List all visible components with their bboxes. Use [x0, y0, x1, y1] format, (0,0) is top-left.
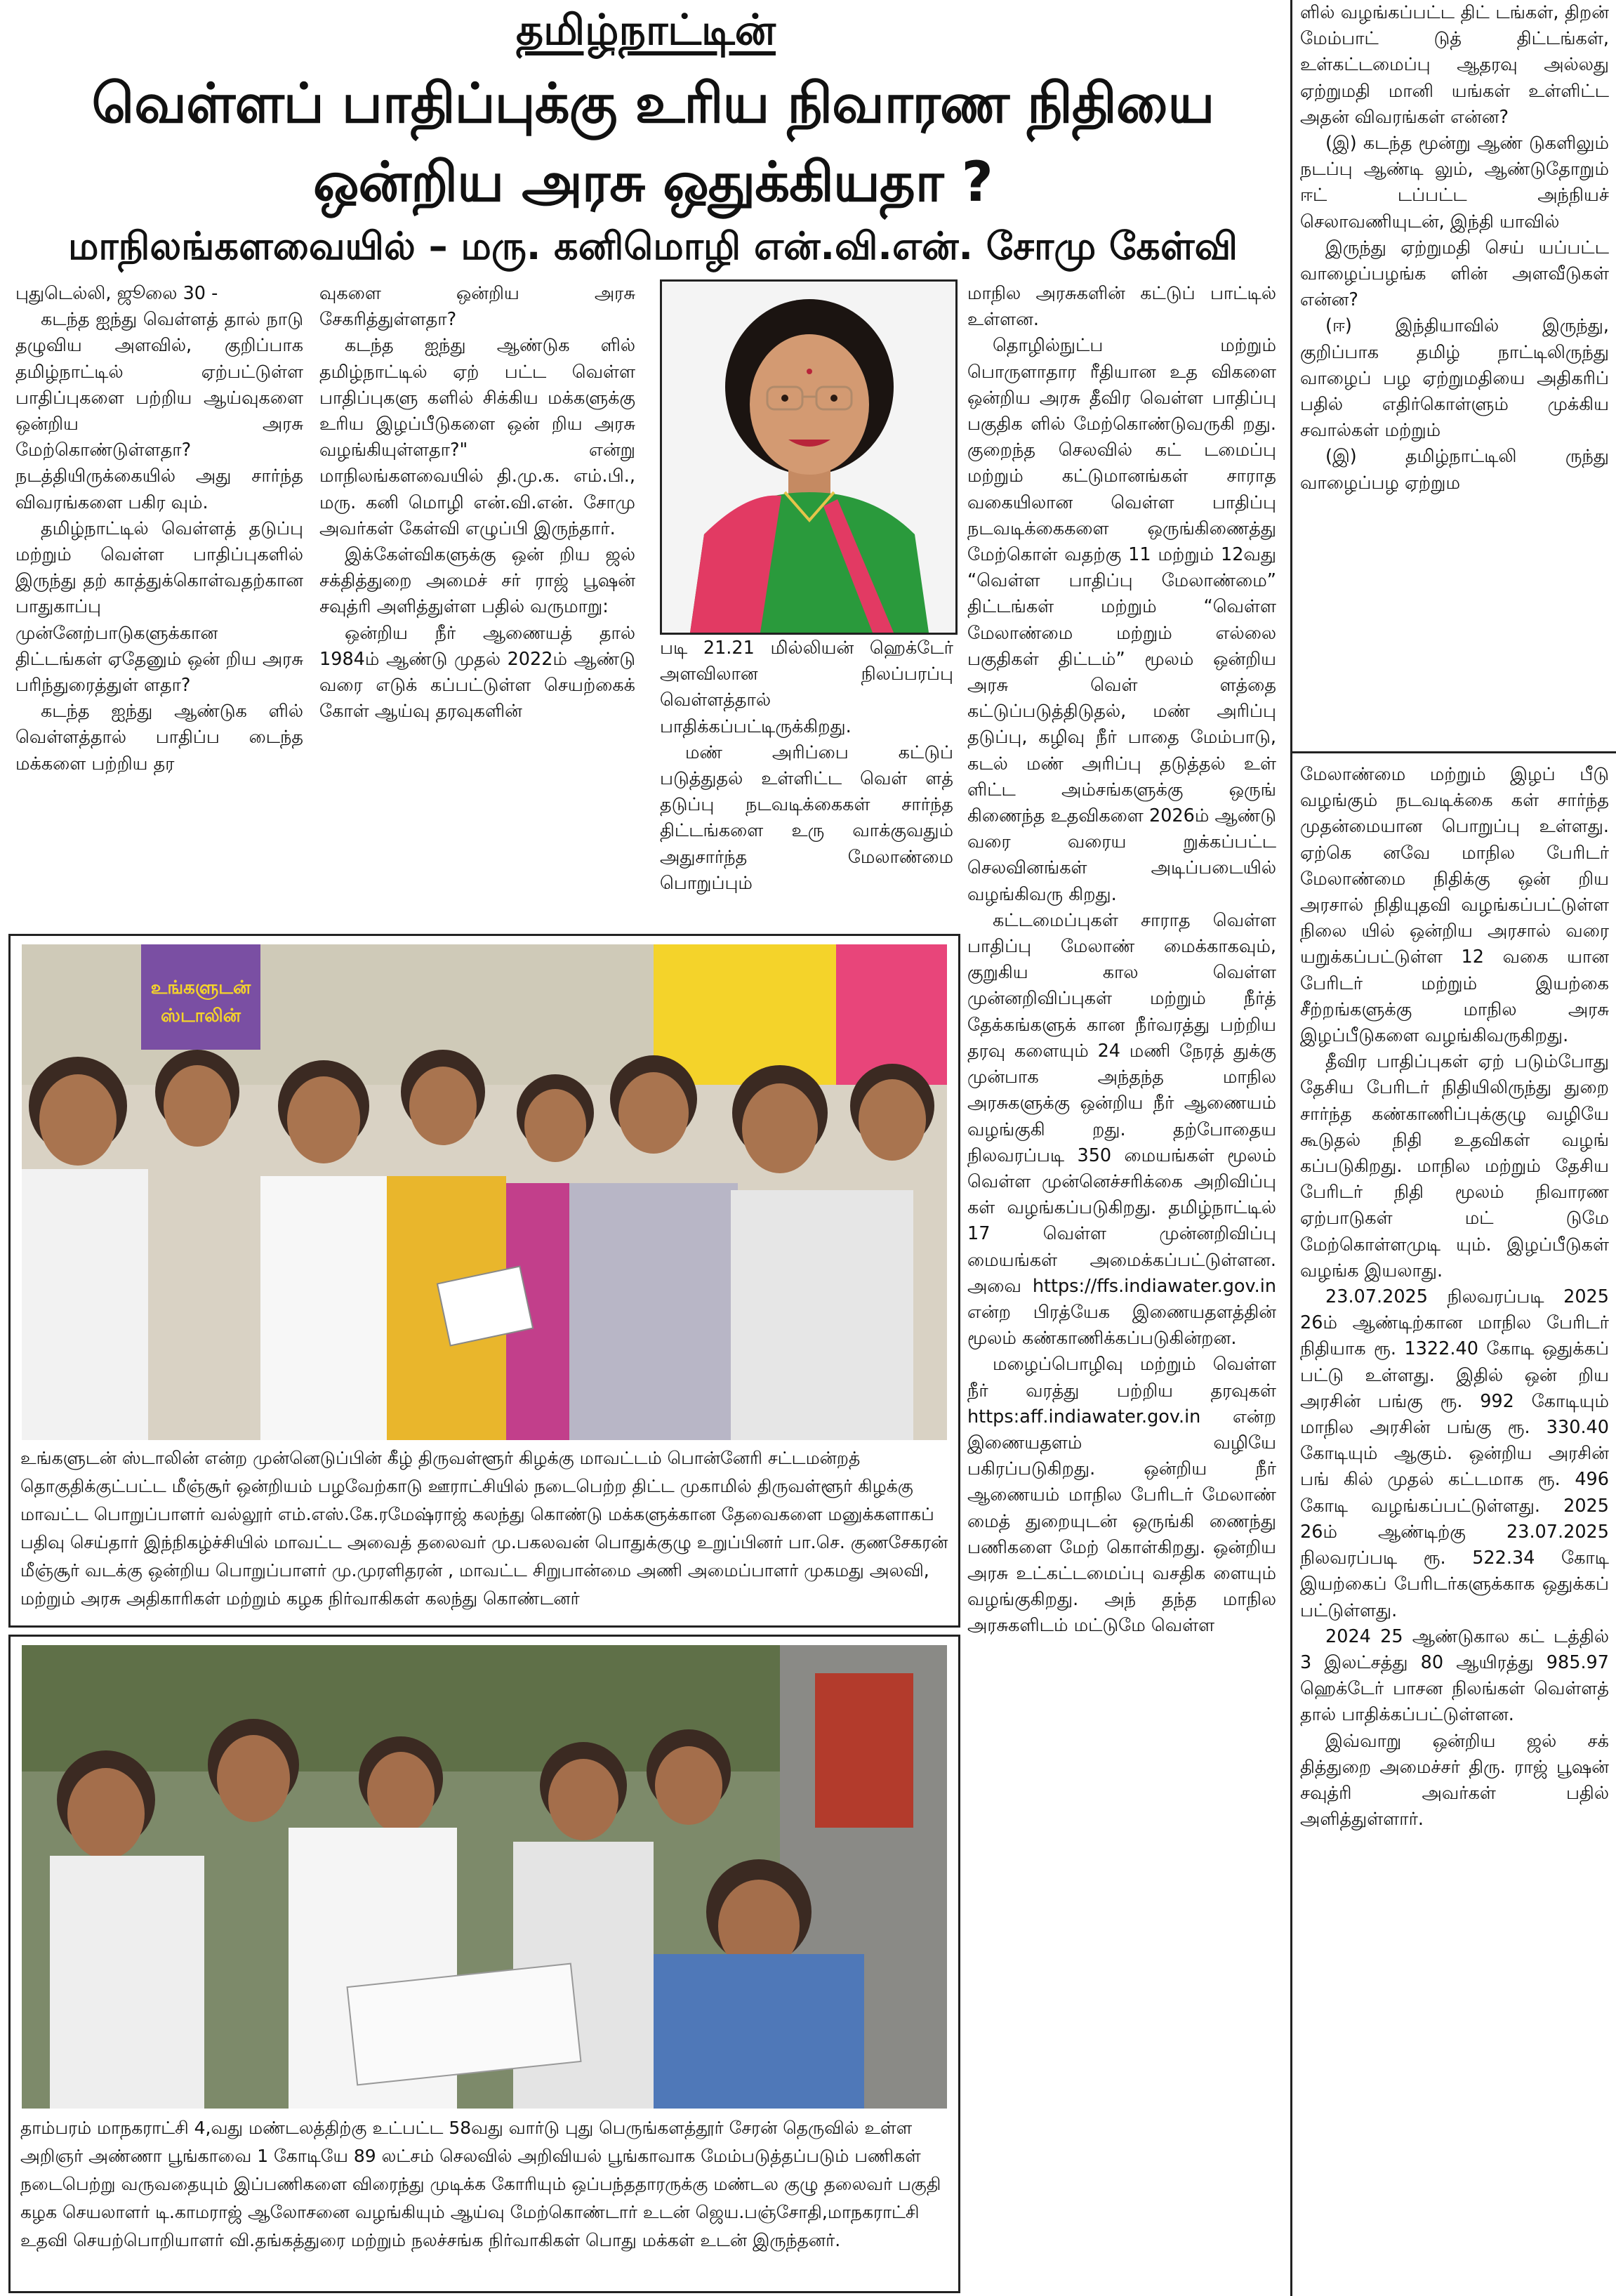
- portrait-photo: [660, 279, 958, 635]
- caption-text: உங்களுடன் ஸ்டாலின் என்ற முன்னெடுப்பின் கீழ் திருவள்ளூர் கிழக்கு மாவட்டம் பொன்னேரி சட்டமன்றத் தொகுதிக்குட்பட்ட மீஞ்சூர் ஒன்றியம் பழவேற்காடு ஊராட்சியில் நடைபெற்ற திட்ட முகாமில் திருவள்ளூர் கிழக்கு மாவட்ட பொறுப்பாளர் வல்லூர் எம்.எஸ்.கே.ரமேஷ்ராஜ் கலந்து கொண்டு மக்களுக்கான தேவைகளை மனுக்களாகப் பதிவு செய்தார் இந்நிகழ்ச்சியில் மாவட்ட அவைத் தலைவர் மு.பகலவன் பொதுக்குழு உறுப்பினர் பா.செ. குணசேகரன் மீஞ்சூர் வடக்கு ஒன்றிய பொறுப்பாளர் மு.முரளிதரன் , மாவட்ட சிறுபான்மை அணி அமைப்பாளர் முகமது அலவி, மற்றும் அரசு அதிகாரிகள் மற்றும் கழக நிர்வாகிகள் கலந்து கொண்டனர்: [20, 1448, 948, 1609]
- inspection-photo: [22, 1645, 947, 2109]
- event-photo-box: [8, 934, 960, 1628]
- dateline: புதுடெல்லி, ஜூலை 30 -: [15, 283, 218, 304]
- paragraph: 23.07.2025 நிலவரப்படி 2025 26ம் ஆண்டிற்கான மாநில பேரிடர் நிதியாக ரூ. 1322.40 கோடி ஒதுக்கப் பட்டு உள்ளது. இதில் ஒன் றிய அரசின் பங்கு ரூ. 992 கோடியும் மாநில அரசின் பங்கு ரூ. 330.40 கோடியும் ஆகும். ஒன்றிய அரசின் பங் கில் முதல் கட்டமாக ரூ. 496 கோடி வழங்கப்பட்டுள்ளது. 2025 26ம் ஆண்டிற்கு 23.07.2025 நிலவரப்படி ரூ. 522.34 கோடி இயற்கைப் பேரிடர்களுக்காக ஒதுக்கப் பட்டுள்ளது.: [1300, 1286, 1609, 1621]
- paragraph: தமிழ்நாட்டில் வெள்ளத் தடுப்பு மற்றும் வெள்ள பாதிப்புகளில் இருந்து தற் காத்துக்கொள்வதற்கான பாதுகாப்பு முன்னேற்பாடுகளுக்கான திட்டங்கள் ஏதேனும் ஒன் றிய அரசு பரிந்துரைத்துள் ளதா?: [15, 517, 303, 697]
- paragraph: 2024 25 ஆண்டுகால கட் டத்தில் 3 இலட்சத்து 80 ஆயிரத்து 985.97 ஹெக்டேர் பாசன நிலங்கள் வெள்ளத் தால் பாதிக்கப்பட்டுள்ளன.: [1300, 1625, 1609, 1726]
- article-column-5-bottom: [1300, 762, 1609, 2289]
- paragraph: இருந்து ஏற்றுமதி செய் யப்பட்ட வாழைப்பழங்க ளின் அளவீடுகள் என்ன?: [1300, 237, 1609, 311]
- kicker-title: தமிழ்நாட்டின்: [516, 6, 776, 55]
- paragraph: இவ்வாறு ஒன்றிய ஜல் சக் தித்துறை அமைச்சர் திரு. ராஜ் பூஷன் சவுத்ரி அவர்கள் பதில் அளித்துள்ளார்.: [1300, 1730, 1609, 1830]
- paragraph: தொழில்நுட்ப மற்றும் பொருளாதார ரீதியான உத விகளை ஒன்றிய அரசு தீவிர வெள்ள பாதிப்பு பகுதிக ளில் மேற்கொண்டுவருகி றது. குறைந்த செலவில் கட் டமைப்பு மற்றும் கட்டுமானங்கள் சாராத வகையிலான வெள்ள பாதிப்பு நடவடிக்கைகளை ஒருங்கிணைத்து மேற்கொள் வதற்கு 11 மற்றும் 12வது “வெள்ள பாதிப்பு மேலாண்மை” திட்டங்கள் மற்றும் “வெள்ள மேலாண்மை மற்றும் எல்லை பகுதிகள் திட்டம்” மூலம் ஒன்றிய அரசு வெள் ளத்தை கட்டுப்படுத்திடுதல், மண் அரிப்பு தடுப்பு, கழிவு நீர் பாதை மேம்பாடு, கடல் மண் அரிப்பு தடுத்தல் உள் ளிட்ட அம்சங்களுக்கு ஒருங் கிணைந்த உதவிகளை 2026ம் ஆண்டு வரை வரைய றுக்கப்பட்ட செலவினங்கள் அடிப்படையில் வழங்கிவரு கிறது.: [967, 335, 1276, 905]
- event-photo: [22, 944, 947, 1440]
- paragraph: படி 21.21 மில்லியன் ஹெக்டேர் அளவிலான நிலப்பரப்பு வெள்ளத்தால் பாதிக்கப்பட்டிருக்கிறது.: [660, 638, 953, 737]
- banner-text-2: ஸ்டாலின்: [161, 1005, 241, 1027]
- paragraph: தீவிர பாதிப்புகள் ஏற் படும்போது தேசிய பேரிடர் நிதியிலிருந்து துறை சார்ந்த கண்காணிப்புக்குழு வழியே கூடுதல் நிதி உதவிகள் வழங் கப்படுகிறது. மாநில மற்றும் தேசிய பேரிடர் நிதி மூலம் நிவாரண ஏற்பாடுகள் மட் டுமே மேற்கொள்ளமுடி யும். இழப்பீடுகள் வழங்க இயலாது.: [1300, 1051, 1609, 1281]
- article-column-3: [660, 635, 953, 939]
- paragraph: மழைப்பொழிவு மற்றும் வெள்ள நீர் வரத்து பற்றிய தரவுகள் https:aff.indiawater.gov.in என்ற இணையதளம் வழியே பகிரப்படுகிறது. ஒன்றிய நீர் ஆணையம் மாநில பேரிடர் மேலாண் மைத் துறையுடன் ஒருங்கி ணைந்து பணிகளை மேற் கொள்கிறது. ஒன்றிய அரசு உட்கட்டமைப்பு வசதிக ளையும் வழங்குகிறது. அந் தந்த மாநில அரசுகளிடம் மட்டுமே வெள்ள: [967, 1354, 1276, 1637]
- paragraph: கட்டமைப்புகள் சாராத வெள்ள பாதிப்பு மேலாண் மைக்காகவும், குறுகிய கால வெள்ள முன்னறிவிப்புகள் மற்றும் நீர்த் தேக்கங்களுக் கான நீர்வரத்து பற்றிய தரவு களையும் 24 மணி நேரத் துக்கு முன்பாக அந்தந்த மாநில அரசுகளுக்கு ஒன்றிய நீர் ஆணையம் வழங்குகி றது. தற்போதைய நிலவரப்படி 350 மையங்கள் மூலம் வெள்ள முன்னெச்சரிக்கை அறிவிப்பு கள் வழங்கப்படுகிறது. தமிழ்நாட்டில் 17 வெள்ள முன்னறிவிப்பு மையங்கள் அமைக்கப்பட்டுள்ளன. அவை https://ffs.indiawater.gov.in என்ற பிரத்யேக இணையதளத்தின் மூலம் கண்காணிக்கப்படுகின்றன.: [967, 909, 1276, 1350]
- main-headline: வெள்ளப் பாதிப்புக்கு உரிய நிவாரண நிதியை ஒன்றிய அரசு ஒதுக்கியதா ?: [91, 72, 1214, 214]
- article-column-4: [967, 281, 1276, 2289]
- article-column-1: [15, 281, 303, 941]
- inspection-photo-box: [8, 1635, 960, 2293]
- sub-headline: மாநிலங்களவையில் – மரு. கனிமொழி என்.வி.என். சோமு கேள்வி: [67, 224, 1238, 268]
- paragraph: கடந்த ஐந்து ஆண்டுக ளில் வெள்ளத்தால் பாதிப்ப டைந்த மக்களை பற்றிய தர: [15, 701, 303, 774]
- paragraph: மேலாண்மை மற்றும் இழப் பீடு வழங்கும் நடவடிக்கை கள் சார்ந்த முதன்மையான பொறுப்பு உள்ளது. ஏற்கெ னவே மாநில பேரிடர் மேலாண்மை நிதிக்கு ஒன் றிய அரசால் நிதியுதவி வழங்கப்பட்டுள்ள நிலை யில் ஒன்றிய அரசால் வரை யறுக்கப்பட்டுள்ள 12 வகை யான பேரிடர் மற்றும் இயற்கை சீற்றங்களுக்கு மாநில அரசு இழப்பீடுகளை வழங்கிவருகிறது.: [1300, 764, 1609, 1047]
- banner-text-1: உங்களுடன்: [150, 977, 251, 998]
- paragraph: மாநில அரசுகளின் கட்டுப் பாட்டில் உள்ளன.: [967, 283, 1276, 331]
- paragraph: (ஈ) இந்தியாவில் இருந்து, குறிப்பாக தமிழ் நாட்டிலிருந்து வாழைப் பழ ஏற்றுமதியை அதிகரிப் பதில் எதிர்கொள்ளும் முக்கிய சவால்கள் மற்றும்: [1300, 315, 1609, 442]
- paragraph: இக்கேள்விகளுக்கு ஒன் றிய ஜல் சக்தித்துறை அமைச் சர் ராஜ் பூஷன் சவுத்ரி அளித்துள்ள பதில் வருமாறு:: [319, 544, 635, 618]
- paragraph: (இ) தமிழ்நாட்டிலி ருந்து வாழைப்பழ ஏற்றும: [1300, 446, 1609, 494]
- paragraph: மண் அரிப்பை கட்டுப் படுத்துதல் உள்ளிட்ட வெள் ளத் தடுப்பு நடவடிக்கைகள் சார்ந்த திட்டங்களை உரு வாக்குவதும் அதுசார்ந்த மேலாண்மை பொறுப்பும்: [660, 741, 953, 894]
- column5-divider: [1290, 751, 1616, 753]
- inspection-caption: [20, 2114, 948, 2287]
- paragraph: கடந்த ஐந்து ஆண்டுக ளில் தமிழ்நாட்டில் ஏற் பட்ட வெள்ள பாதிப்புகளு களில் சிக்கிய மக்களுக்கு உரிய இழப்பீடுகளை ஒன் றிய அரசு வழங்கியுள்ளதா?" என்று மாநிலங்களவையில் தி.மு.க. எம்.பி., மரு. கனி மொழி என்.வி.என். சோமு அவர்கள் கேள்வி எழுப்பி இருந்தார்.: [319, 335, 635, 539]
- paragraph: வுகளை ஒன்றிய அரசு சேகரித்துள்ளதா?: [319, 283, 635, 331]
- event-caption: [20, 1444, 948, 1621]
- article-column-2: [319, 281, 635, 941]
- column-divider-right: [1290, 0, 1292, 2296]
- paragraph: கடந்த ஐந்து வெள்ளத் தால் நாடு தழுவிய அளவில், குறிப்பாக தமிழ்நாட்டில் ஏற்பட்டுள்ள பாதிப்புகளை பற்றிய ஆய்வுகளை ஒன்றிய அரசு மேற்கொண்டுள்ளதா? நடத்தியிருக்கையில் அது சார்ந்த விவரங்களை பகிர வும்.: [15, 309, 303, 513]
- article-column-5-top: [1300, 0, 1609, 746]
- paragraph: ஒன்றிய நீர் ஆணையத் தால் 1984ம் ஆண்டு முதல் 2022ம் ஆண்டு வரை எடுக் கப்பட்டுள்ள செயற்கைக் கோள் ஆய்வு தரவுகளின்: [319, 622, 635, 723]
- paragraph: ளில் வழங்கப்பட்ட திட் டங்கள், திறன் மேம்பாட் டுத் திட்டங்கள், உள்கட்டமைப்பு ஆதரவு அல்லது ஏற்றுமதி மானி யங்கள் உள்ளிட்ட அதன் விவரங்கள் என்ன?: [1300, 2, 1609, 128]
- caption-text: தாம்பரம் மாநகராட்சி 4,வது மண்டலத்திற்கு உட்பட்ட 58வது வார்டு புது பெருங்களத்தூர் சேரன் தெருவில் உள்ள அறிஞர் அண்ணா பூங்காவை 1 கோடியே 89 லட்சம் செலவில் அறிவியல் பூங்காவாக மேம்படுத்தப்படும் பணிகள் நடைபெற்று வருவதையும் இப்பணிகளை விரைந்து முடிக்க கோரியும் ஒப்பந்ததாரருக்கு மண்டல குழு தலைவர் பகுதி கழக செயலாளர் டி.காமராஜ் ஆலோசனை வழங்கியும் ஆய்வு மேற்கொண்டார் உடன் ஜெய.பஞ்சோதி,மாநகராட்சி உதவி செயற்பொறியாளர் வி.தங்கத்துரை மற்றும் நலச்சங்க நிர்வாகிகள் பொது மக்கள் உடன் இருந்தனர்.: [20, 2118, 941, 2250]
- paragraph: (இ) கடந்த மூன்று ஆண் டுகளிலும் நடப்பு ஆண்டி லும், ஆண்டுதோறும் ஈட் டப்பட்ட அந்நியச் செலாவணியுடன், இந்தி யாவில்: [1300, 133, 1609, 232]
